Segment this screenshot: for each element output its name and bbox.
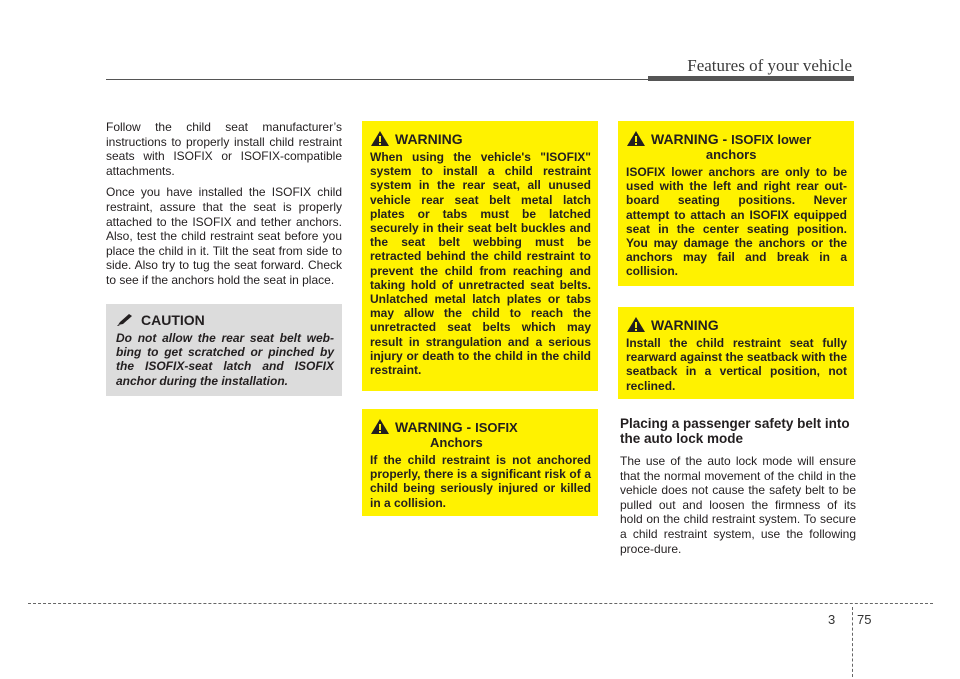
warning-heading [626, 317, 847, 333]
warning-text: Install the child restraint seat fully rearward against the seatback with the seatback in a vertical position, not reclined. [626, 336, 847, 393]
warning-text: If the child restraint is not anchored properly, there is a significant risk of a child being seriously injured or killed in a collision. [370, 453, 591, 510]
warning-title: WARNING - [395, 419, 476, 435]
page-number-divider [852, 607, 853, 677]
warning-box-isofix-lower-anchors [618, 121, 854, 286]
warning-triangle-icon [370, 418, 390, 435]
section-body [620, 454, 856, 563]
warning-subtitle: ISOFIX [475, 420, 518, 435]
warning-triangle-icon [626, 316, 646, 333]
warning-subtitle: ISOFIX lower [731, 132, 812, 147]
warning-subtitle-line2: anchors [705, 147, 757, 162]
warning-box-isofix-anchors [362, 409, 598, 516]
caution-heading [116, 312, 334, 328]
pencil-icon [116, 313, 136, 327]
warning-heading [370, 131, 591, 147]
warning-title: WARNING [395, 131, 463, 147]
warning-subtitle-line2: Anchors [430, 435, 483, 450]
section-heading: Placing a passenger safety belt into the auto lock mode [620, 416, 850, 446]
intro-paragraph-2: Once you have installed the ISOFIX child restraint, assure that the seat is properly attached to the ISOFIX and tether anchors. Also, test the child restraint seat before you place the child in it. Tilt the seat from side to side. Also try to tug the seat forward. Check to see if the anchors hold the seat in place. [106, 185, 342, 287]
section-paragraph: The use of the auto lock mode will ensure that the normal movement of the child in the vehicle does not cause the safety belt to be pulled out and loosen the firmness of its hold on the child restraint system. To secure a child restraint system, use the following proce-dure. [620, 454, 856, 556]
warning-box-isofix-unused-belts [362, 121, 598, 391]
warning-title: WARNING - [651, 131, 732, 147]
warning-text: ISOFIX lower anchors are only to be used with the left and right rear out-board seating positions. Never attempt to attach an ISOFIX equipped seat in the center seating position. You may damage the anchors or the anchors may fail and break in a collision. [626, 165, 847, 279]
caution-box [106, 304, 342, 396]
chapter-number: 3 [828, 612, 836, 627]
warning-triangle-icon [370, 130, 390, 147]
header-rule-accent [648, 76, 854, 81]
caution-title: CAUTION [141, 312, 205, 328]
footer-rule [28, 603, 933, 604]
warning-title-group [651, 131, 811, 162]
warning-text: When using the vehicle's "ISOFIX" system to install a child restraint system in the rear seat, all unused vehicle rear seat belt metal latch plates or tabs must be latched securely in their seat belt buckles and the seat belt webbing must be retracted behind the child restraint to prevent the child from reaching and taking hold of unretracted seat belts. Unlatched metal latch plates or tabs may allow the child to reach the unretracted seat belts which may result in strangulation and a serious injury or death to the child in the child restraint. [370, 150, 591, 378]
intro-column [106, 120, 342, 295]
page-header-title: Features of your vehicle [687, 56, 852, 75]
warning-heading [370, 419, 591, 450]
warning-title-group [395, 419, 518, 450]
warning-title: WARNING [651, 317, 719, 333]
caution-text: Do not allow the rear seat belt web-bing to get scratched or pinched by the ISOFIX-seat latch and ISOFIX anchor during the installation. [116, 331, 334, 388]
page-number: 75 [857, 612, 872, 627]
warning-box-seat-rearward [618, 307, 854, 399]
intro-paragraph-1: Follow the child seat manufacturer’s instructions to properly install child restraint seats with ISOFIX or ISOFIX-compatible attachments. [106, 120, 342, 178]
warning-triangle-icon [626, 130, 646, 147]
warning-heading [626, 131, 847, 162]
